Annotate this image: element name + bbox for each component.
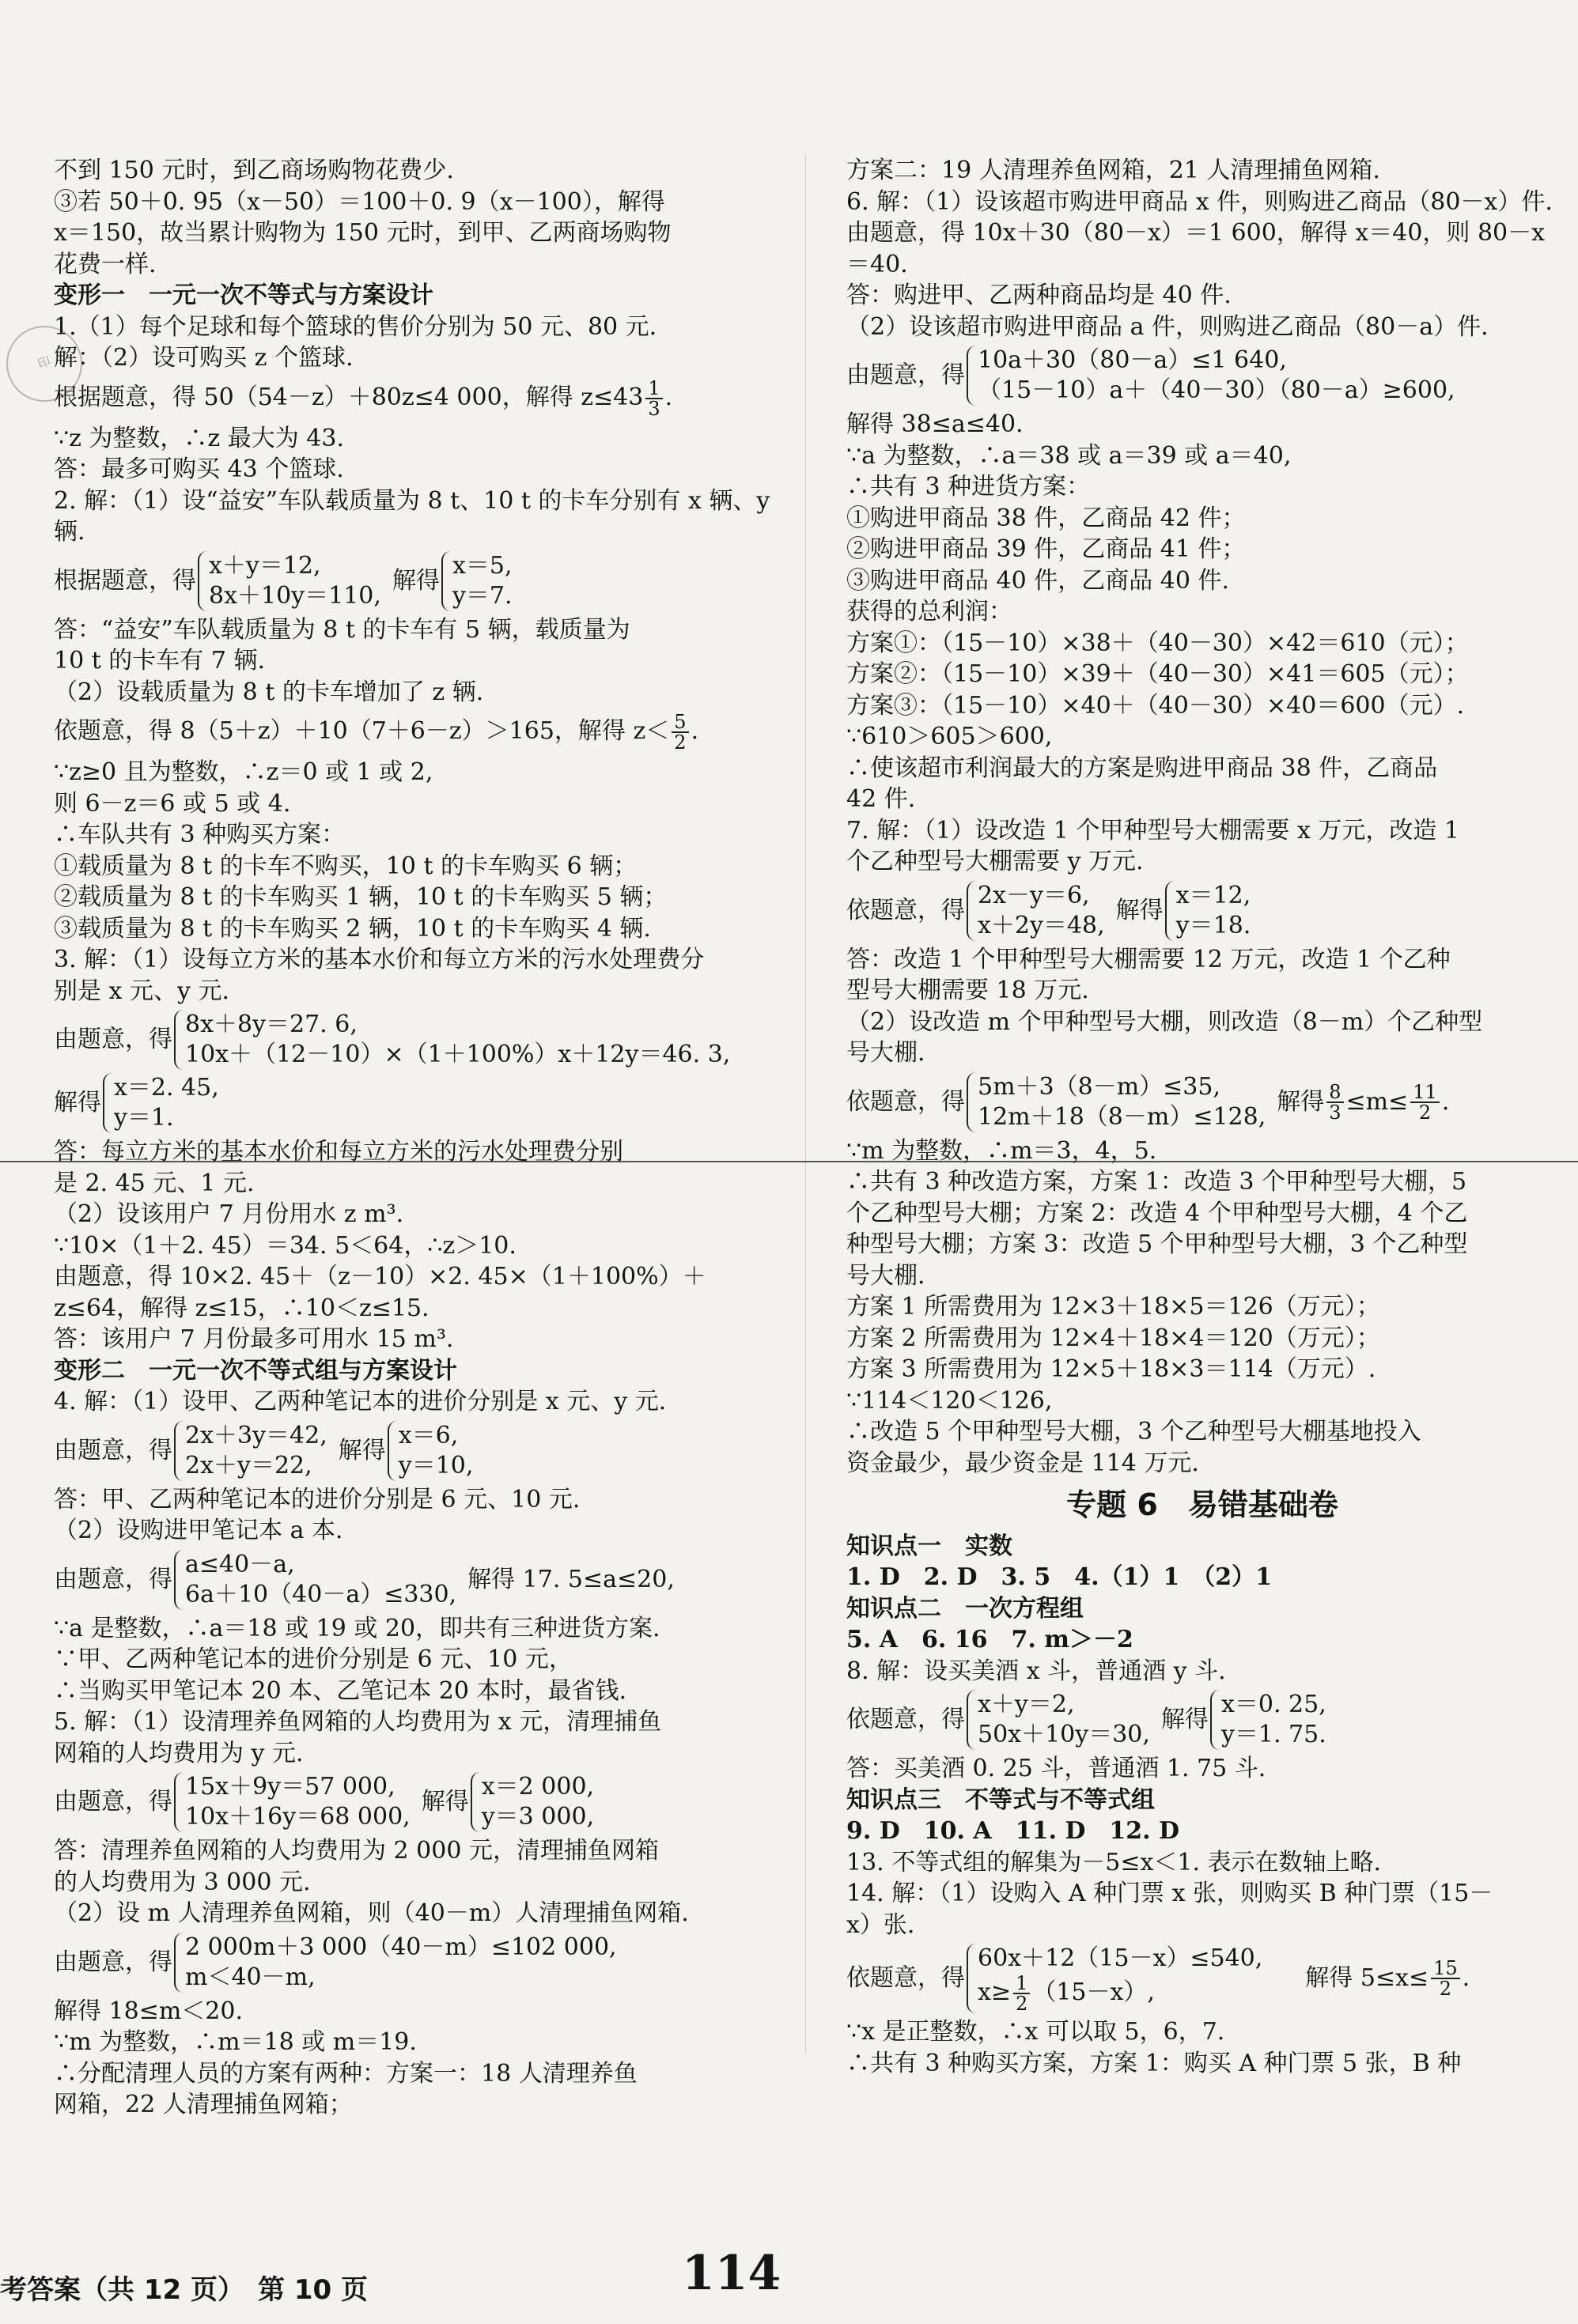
equation: 10x＋16y＝68 000, — [185, 1803, 411, 1831]
footer-label: 考答案（共 12 页） 第 10 页 — [0, 2274, 368, 2306]
answer-line: 42 件. — [846, 785, 916, 813]
answer-line: ∴共有 3 种改造方案，方案 1：改造 3 个甲种型号大棚，5 — [846, 1168, 1467, 1196]
answer-line: 10 t 的卡车有 7 辆. — [54, 647, 265, 675]
answer-line: ∵a 是整数，∴a＝18 或 19 或 20，即共有三种进货方案. — [54, 1614, 660, 1642]
knowledge-heading: 知识点三 不等式与不等式组 — [846, 1786, 1155, 1814]
text-line: 花费一样. — [54, 250, 157, 278]
answer-line: 答：该用户 7 月份最多可用水 15 m³. — [54, 1325, 454, 1353]
system-lead: 由题意，得 — [54, 1788, 172, 1816]
fraction-numerator: 8 — [1326, 1083, 1343, 1103]
equation: x＝2. 45, — [114, 1074, 219, 1102]
equation: 8x＋10y＝110, — [209, 581, 381, 610]
fraction-denominator: 2 — [1439, 1978, 1452, 2000]
knowledge-heading: 知识点一 实数 — [846, 1532, 1012, 1560]
solution-brace — [1165, 881, 1254, 941]
equation-system — [846, 881, 1558, 941]
answer-line: 网箱的人均费用为 y 元. — [54, 1739, 304, 1767]
system-lead: 解得 — [54, 1089, 101, 1117]
equation: y＝3 000, — [481, 1803, 595, 1831]
equation: 15x＋9y＝57 000, — [185, 1773, 395, 1801]
answer-line: 6. 解：（1）设该超市购进甲商品 x 件，则购进乙商品（80－x）件. — [846, 187, 1553, 216]
system-brace — [967, 1944, 1266, 2013]
system-lead: 依题意，得 — [846, 896, 965, 924]
system-lead: 依题意，得 — [846, 1964, 965, 1993]
equation: y＝1. 75. — [1220, 1721, 1326, 1748]
answer-line: 答：清理养鱼网箱的人均费用为 2 000 元，清理捕鱼网箱 — [54, 1837, 659, 1865]
answer-line: 解得 18≤m＜20. — [54, 1997, 244, 2025]
system-mid: 解得 — [421, 1788, 469, 1816]
equation: 6a＋10（40－a）≤330, — [185, 1580, 457, 1608]
answer-line: ∵114＜120＜126, — [846, 1386, 1053, 1415]
answer-line: ∵a 为整数，∴a＝38 或 a＝39 或 a＝40, — [846, 441, 1292, 470]
answer-line: （2）设改造 m 个甲种型号大棚，则改造（8－m）个乙种型 — [846, 1007, 1483, 1036]
system-brace — [174, 1550, 460, 1610]
answer-line: ∵x 是正整数，∴x 可以取 5，6，7. — [846, 2018, 1225, 2046]
answer-line — [54, 712, 789, 752]
equation: x＝0. 25, — [1220, 1691, 1326, 1718]
answer-line: 号大棚. — [846, 1039, 925, 1067]
answer-line: 1.（1）每个足球和每个篮球的售价分别为 50 元、80 元. — [54, 312, 657, 341]
equation-part: x≥ — [978, 1978, 1012, 2006]
equation: 12m＋18（8－m）≤128, — [978, 1102, 1266, 1131]
fraction-denominator: 3 — [1329, 1101, 1341, 1124]
answer-line: 2. 解：（1）设“益安”车队载质量为 8 t、10 t 的卡车分别有 x 辆、y — [54, 486, 770, 515]
system-brace — [198, 551, 384, 611]
answer-line: ∵m 为整数，∴m＝18 或 m＝19. — [54, 2028, 417, 2056]
equation: 10a＋30（80－a）≤1 640, — [978, 346, 1287, 374]
faded-stamp-icon: 印 — [0, 315, 93, 412]
answer-line: 答：甲、乙两种笔记本的进价分别是 6 元、10 元. — [54, 1485, 581, 1513]
answer-line: 答：“益安”车队载质量为 8 t 的卡车有 5 辆，载质量为 — [54, 615, 630, 644]
answer-line: ∵z 为整数，∴z 最大为 43. — [54, 424, 345, 452]
answer-line: 获得的总利润： — [846, 598, 1012, 625]
answer-line: ∵10×（1＋2. 45）＝34. 5＜64，∴z＞10. — [54, 1231, 517, 1260]
answer-line: 网箱，22 人清理捕鱼网箱； — [54, 2091, 353, 2118]
system-lead: 由题意，得 — [54, 1948, 172, 1976]
answer-line: 14. 解：（1）设购入 A 种门票 x 张，则购买 B 种门票（15－ — [846, 1880, 1493, 1907]
text-line: 不到 150 元时，到乙商场购物花费少. — [54, 157, 454, 184]
answer-line: 方案②：（15－10）×39＋（40－30）×41＝605（元）； — [846, 660, 1469, 688]
answer-line: （2）设购进甲笔记本 a 本. — [54, 1517, 343, 1544]
equation: 10x＋（12－10）×（1＋100%）x＋12y＝46. 3, — [185, 1041, 731, 1068]
answer-line: 则 6－z＝6 或 5 或 4. — [54, 789, 291, 818]
answer-line: 方案 3 所需费用为 12×5＋18×3＝114（万元）. — [846, 1355, 1376, 1383]
answer-line: 解得 38≤a≤40. — [846, 410, 1024, 438]
answer-line — [54, 376, 789, 420]
answer-line: 方案 1 所需费用为 12×3＋18×5＝126（万元）； — [846, 1293, 1380, 1321]
system-tail: 解得 17. 5≤a≤20, — [467, 1565, 675, 1593]
fraction-denominator: 2 — [674, 731, 687, 754]
equation: x＝6, — [398, 1421, 459, 1449]
equation: 5m＋3（8－m）≤35, — [978, 1072, 1221, 1101]
equation: x＝2 000, — [481, 1773, 595, 1801]
equation — [978, 1974, 1262, 2013]
answer-line: 方案二：19 人清理养鱼网箱，21 人清理捕鱼网箱. — [846, 157, 1380, 184]
answer-line: 答：改造 1 个甲种型号大棚需要 12 万元，改造 1 个乙种 — [846, 945, 1451, 973]
equation-system — [846, 1072, 1558, 1132]
system-brace — [174, 1010, 733, 1070]
answer-line: （2）设 m 人清理养鱼网箱，则（40－m）人清理捕鱼网箱. — [54, 1899, 689, 1927]
equation-system — [54, 1933, 789, 1993]
equation-system — [846, 346, 1558, 406]
equation: a≤40－a, — [185, 1550, 295, 1578]
answer-line: 7. 解：（1）设改造 1 个甲种型号大棚需要 x 万元，改造 1 — [846, 816, 1460, 845]
system-mid: 解得 — [392, 566, 440, 595]
equation-text: 根据题意，得 50（54－z）＋80z≤4 000，解得 z≤43 — [54, 383, 644, 411]
answer-line: 13. 不等式组的解集为－5≤x＜1. 表示在数轴上略. — [846, 1848, 1382, 1876]
answer-line: 3. 解：（1）设每立方米的基本水价和每立方米的污水处理费分 — [54, 946, 705, 973]
equation-system — [54, 1421, 789, 1481]
fraction-denominator: 3 — [648, 397, 660, 420]
answer-line: ∴共有 3 种进货方案： — [846, 473, 1091, 501]
system-mid: 解得 — [1277, 1087, 1325, 1116]
answer-line: 解：（2）设可购买 z 个篮球. — [54, 344, 354, 372]
answer-line: 5. A 6. 16 7. m＞－2 — [846, 1626, 1133, 1653]
equation-part: （15－x）, — [1032, 1978, 1155, 2006]
answer-line: 辆. — [54, 518, 85, 546]
answer-line: 9. D 10. A 11. D 12. D — [846, 1817, 1179, 1845]
system-lead: 根据题意，得 — [54, 566, 196, 595]
answer-line: 个乙种型号大棚需要 y 万元. — [846, 848, 1144, 875]
fraction-numerator: 15 — [1431, 1959, 1460, 1979]
system-lead: 由题意，得 — [846, 361, 965, 390]
equation-end: . — [1441, 1087, 1450, 1116]
answer-line: z≤64，解得 z≤15，∴10＜z≤15. — [54, 1294, 430, 1322]
fraction-denominator: 2 — [1016, 1993, 1028, 2015]
system-mid: 解得 — [1115, 896, 1164, 924]
answer-line: ∴分配清理人员的方案有两种：方案一：18 人清理养鱼 — [54, 2059, 638, 2088]
system-brace — [174, 1421, 331, 1481]
text-line: ③若 50＋0. 95（x－50）＝100＋0. 9（x－100），解得 — [54, 187, 665, 216]
system-lead: 依题意，得 — [846, 1706, 965, 1734]
equation: x＋y＝12, — [209, 551, 321, 580]
equation: y＝7. — [452, 581, 513, 610]
right-column — [846, 155, 1558, 2079]
system-lead: 由题意，得 — [54, 1026, 172, 1054]
text-line: x＝150，故当累计购物为 150 元时，到甲、乙两商场购物 — [54, 219, 672, 247]
answer-line: ①购进甲商品 38 件，乙商品 42 件； — [846, 504, 1246, 532]
equation: x＋y＝2, — [978, 1691, 1075, 1718]
answer-line: 型号大棚需要 18 万元. — [846, 977, 1089, 1004]
section-heading: 变形二 一元一次不等式组与方案设计 — [54, 1356, 457, 1385]
answer-line: ②载质量为 8 t 的卡车购买 1 辆，10 t 的卡车购买 5 辆； — [54, 883, 668, 911]
equation: 2x－y＝6, — [978, 881, 1090, 909]
fraction-numerator: 5 — [672, 712, 688, 733]
answer-line: 答：最多可购买 43 个篮球. — [54, 455, 344, 483]
fraction — [1326, 1080, 1343, 1124]
answer-line: ∴改造 5 个甲种型号大棚，3 个乙种型号大棚基地投入 — [846, 1418, 1421, 1445]
answer-line: ＝40. — [846, 250, 908, 278]
equation-end: . — [691, 717, 699, 745]
equation: 2x＋y＝22, — [185, 1451, 312, 1479]
answer-line: （2）设载质量为 8 t 的卡车增加了 z 辆. — [54, 678, 484, 706]
answer-line: 资金最少，最少资金是 114 万元. — [846, 1449, 1199, 1477]
fraction — [1431, 1959, 1460, 1998]
fraction — [672, 712, 688, 752]
equation: （15－10）a＋（40－30）（80－a）≥600, — [978, 376, 1455, 404]
relation: ≤m≤ — [1345, 1087, 1409, 1116]
equation: y＝10, — [398, 1451, 474, 1479]
equation: y＝1. — [114, 1104, 174, 1132]
answer-line: 方案③：（15－10）×40＋（40－30）×40＝600（元）. — [846, 691, 1465, 720]
equation: m＜40－m, — [185, 1963, 316, 1991]
knowledge-heading: 知识点二 一次方程组 — [846, 1594, 1084, 1623]
answer-line: ∴使该超市利润最大的方案是购进甲商品 38 件，乙商品 — [846, 754, 1438, 782]
system-lead: 依题意，得 — [846, 1087, 965, 1116]
system-lead: 由题意，得 — [54, 1436, 172, 1464]
system-brace — [174, 1933, 620, 1993]
answer-line: ∵甲、乙两种笔记本的进价分别是 6 元、10 元， — [54, 1646, 573, 1673]
equation-text: 依题意，得 8（5＋z）＋10（7＋6－z）＞165，解得 z＜ — [54, 717, 670, 745]
fraction-numerator: 11 — [1410, 1083, 1440, 1103]
fraction-numerator: 1 — [1013, 1974, 1030, 1994]
answer-line: ①载质量为 8 t 的卡车不购买，10 t 的卡车购买 6 辆； — [54, 852, 638, 880]
section-heading: 变形一 一元一次不等式与方案设计 — [54, 282, 433, 309]
system-brace — [174, 1772, 414, 1832]
answer-line: ∵610＞605＞600, — [846, 723, 1053, 750]
system-mid: 解得 — [338, 1436, 386, 1464]
fraction — [1410, 1080, 1440, 1124]
answer-line: 方案 2 所需费用为 12×4＋18×4＝120（万元）； — [846, 1324, 1380, 1352]
equation-end: . — [1462, 1964, 1470, 1993]
answer-line: 个乙种型号大棚；方案 2：改造 4 个甲种型号大棚，4 个乙 — [846, 1199, 1468, 1227]
equation-system — [54, 1010, 789, 1070]
fraction — [645, 376, 662, 420]
column-divider — [805, 155, 806, 2053]
solution-brace — [1210, 1690, 1330, 1750]
equation-system — [54, 1073, 789, 1133]
system-mid: 解得 — [1160, 1706, 1209, 1734]
fraction-denominator: 2 — [1418, 1101, 1432, 1124]
equation: 50x＋10y＝30, — [978, 1721, 1150, 1748]
equation-end: . — [664, 383, 673, 411]
answer-line: 答：每立方米的基本水价和每立方米的污水处理费分别 — [54, 1138, 623, 1166]
equation: x＝12, — [1175, 881, 1251, 909]
system-brace — [967, 881, 1108, 941]
answer-line: ③载质量为 8 t 的卡车购买 2 辆，10 t 的卡车购买 4 辆. — [54, 914, 651, 943]
answer-line: 方案①：（15－10）×38＋（40－30）×42＝610（元）； — [846, 629, 1469, 657]
answer-line: ∴共有 3 种购买方案，方案 1：购买 A 种门票 5 张，B 种 — [846, 2049, 1462, 2077]
answer-line: 答：购进甲、乙两种商品均是 40 件. — [846, 282, 1232, 309]
system-brace — [967, 1690, 1153, 1750]
answer-line: 1. D 2. D 3. 5 4.（1）1 （2）1 — [846, 1563, 1273, 1591]
answer-line: 5. 解：（1）设清理养鱼网箱的人均费用为 x 元，清理捕鱼 — [54, 1708, 662, 1736]
answer-line: ∴当购买甲笔记本 20 本、乙笔记本 20 本时，最省钱. — [54, 1676, 627, 1705]
equation: x＋2y＝48, — [978, 911, 1105, 939]
fraction — [1013, 1974, 1030, 2013]
answer-line: 由题意，得 10x＋30（80－x）＝1 600，解得 x＝40，则 80－x — [846, 219, 1546, 247]
system-lead: 由题意，得 — [54, 1565, 172, 1593]
system-brace — [967, 346, 1459, 406]
answer-line: ②购进甲商品 39 件，乙商品 41 件； — [846, 535, 1246, 563]
solution-brace — [103, 1073, 222, 1133]
answer-line: 号大棚. — [846, 1261, 925, 1290]
equation: y＝18. — [1175, 911, 1251, 939]
answer-line: （2）设该超市购进甲商品 a 件，则购进乙商品（80－a）件. — [846, 312, 1489, 341]
equation: 2x＋3y＝42, — [185, 1421, 327, 1449]
answer-line: 答：买美酒 0. 25 斗，普通酒 1. 75 斗. — [846, 1755, 1266, 1782]
answer-line: （2）设该用户 7 月份用水 z m³. — [54, 1200, 404, 1228]
equation: 60x＋12（15－x）≤540, — [978, 1944, 1263, 1972]
equation-system — [54, 1772, 789, 1832]
page-number: 114 — [682, 2246, 781, 2301]
answer-line: 是 2. 45 元、1 元. — [54, 1169, 255, 1197]
solution-brace — [441, 551, 516, 611]
equation-system — [54, 551, 789, 611]
answer-line: 4. 解：（1）设甲、乙两种笔记本的进价分别是 x 元、y 元. — [54, 1388, 667, 1415]
equation-system — [846, 1944, 1558, 2013]
fraction-numerator: 1 — [645, 379, 662, 399]
left-column — [54, 155, 789, 2121]
equation: 8x＋8y＝27. 6, — [185, 1011, 358, 1038]
answer-line: ∵z≥0 且为整数，∴z＝0 或 1 或 2, — [54, 758, 433, 786]
section-title: 专题 6 易错基础卷 — [1066, 1487, 1338, 1522]
solution-brace — [471, 1772, 597, 1832]
answer-line: 的人均费用为 3 000 元. — [54, 1868, 311, 1896]
answer-line: ∴车队共有 3 种购买方案： — [54, 821, 346, 848]
answer-line: 8. 解：设买美酒 x 斗，普通酒 y 斗. — [846, 1657, 1226, 1685]
system-brace — [967, 1072, 1269, 1132]
equation: 2 000m＋3 000（40－m）≤102 000, — [185, 1933, 617, 1961]
equation: x＝5, — [452, 551, 513, 580]
answer-line: 由题意，得 10×2. 45＋（z－10）×2. 45×（1＋100%）＋ — [54, 1263, 706, 1290]
answer-line: ③购进甲商品 40 件，乙商品 40 件. — [846, 566, 1230, 595]
answer-line: x）张. — [846, 1910, 915, 1939]
solution-brace — [388, 1421, 477, 1481]
equation-system — [54, 1550, 789, 1610]
equation-system — [846, 1690, 1558, 1750]
system-mid: 解得 5≤x≤ — [1305, 1964, 1429, 1993]
answer-line: 种型号大棚；方案 3：改造 5 个甲种型号大棚，3 个乙种型 — [846, 1230, 1468, 1258]
answer-line: ∵m 为整数，∴m＝3，4，5. — [846, 1136, 1157, 1165]
answer-line: 别是 x 元、y 元. — [54, 977, 230, 1005]
